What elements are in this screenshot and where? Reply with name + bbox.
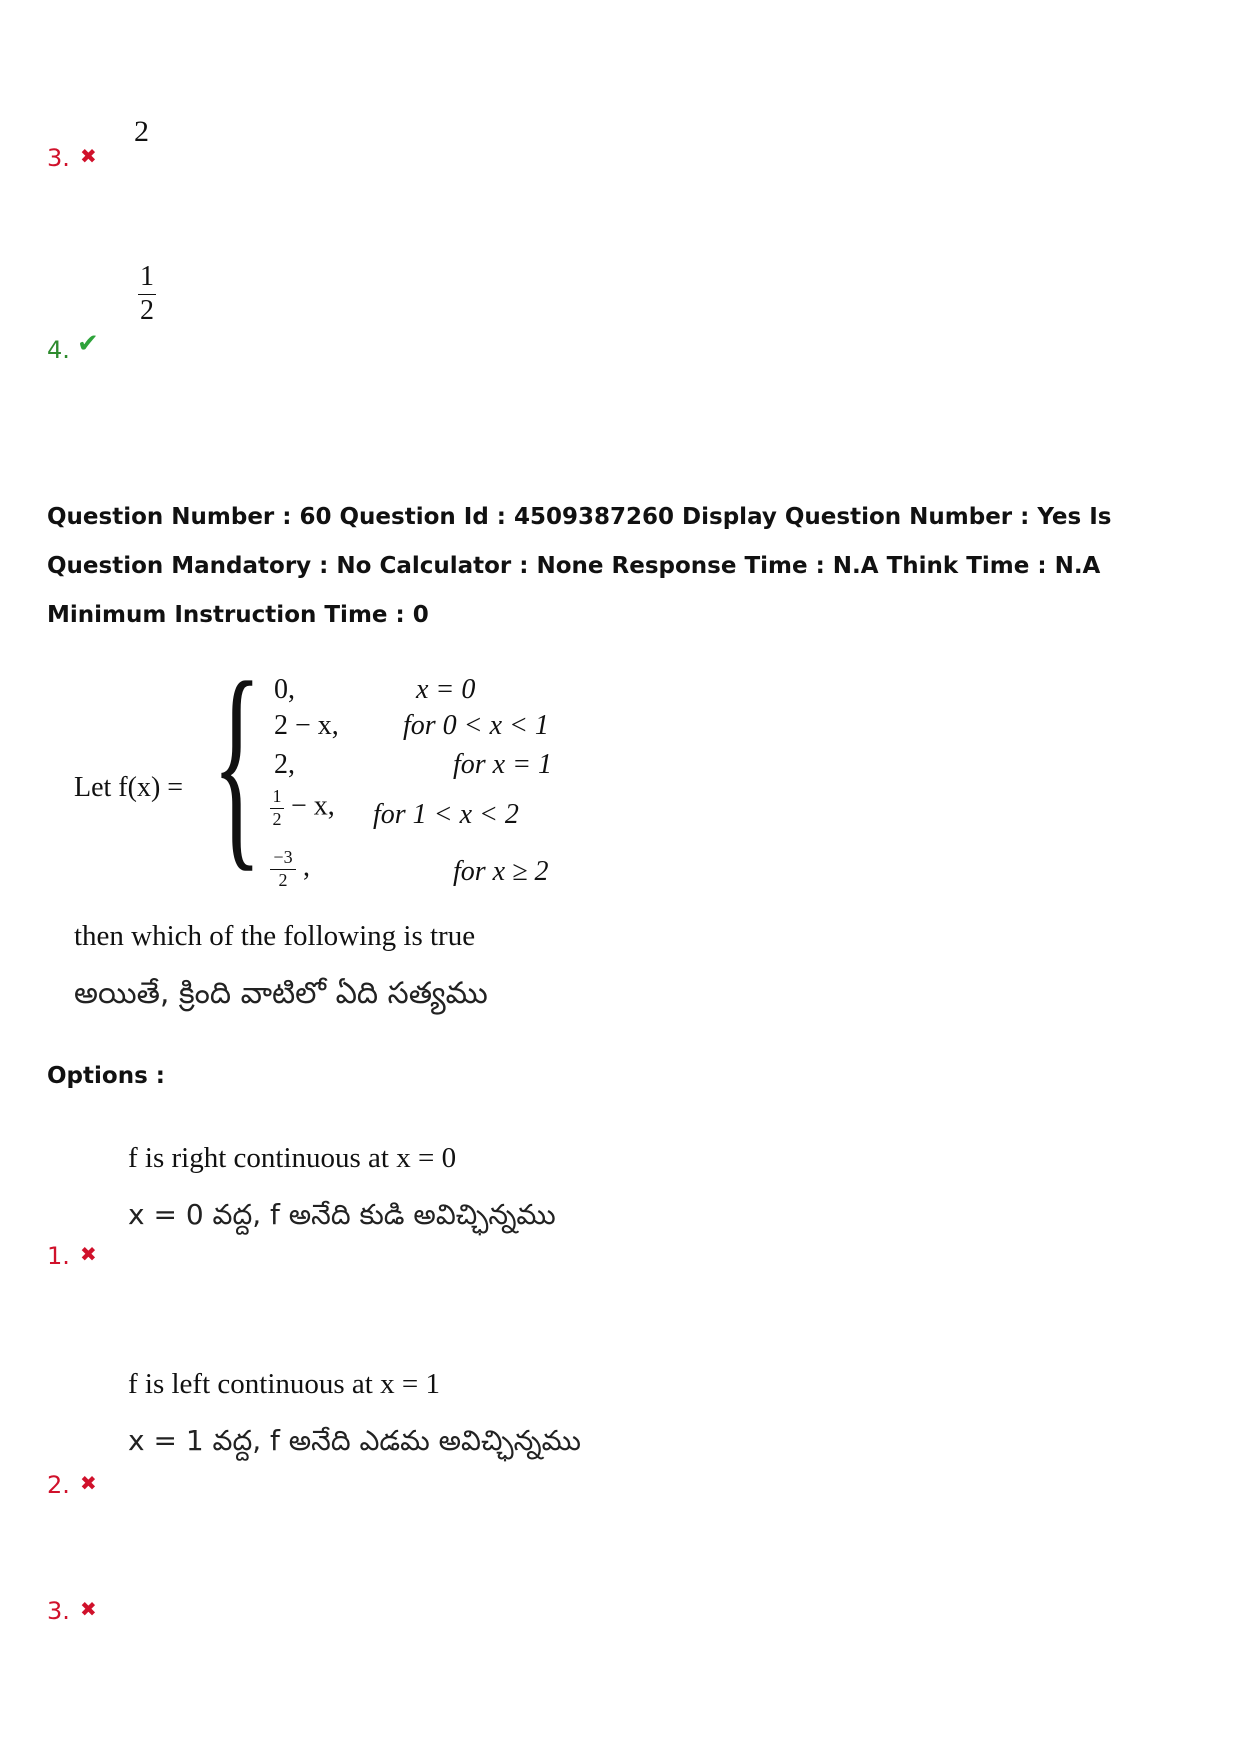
prev-option-3-number: 3. [47, 144, 70, 172]
case-4-denominator: 2 [272, 808, 282, 829]
let-label [74, 772, 183, 804]
option-2-telugu: x = 1 వద్ద, f అనేది ఎడమ అవిచ్ఛిన్నము [128, 1424, 581, 1457]
question-english: then which of the following is true [74, 920, 476, 952]
case-cond-3: for x = 1 [453, 749, 552, 780]
case-cond-1: x = 0 [416, 674, 476, 705]
prev-option-4-fraction [138, 262, 156, 327]
option-3-number: 3. [47, 1597, 70, 1625]
case-cond-5: for x ≥ 2 [453, 856, 549, 887]
case-value-2: 2 − x, [274, 710, 339, 741]
brace: { [212, 635, 262, 890]
options-label: Options : [47, 1063, 165, 1089]
prev-option-4-denominator: 2 [140, 294, 154, 326]
question-meta: Question Number : 60 Question Id : 4509387260 Display Question Number : Yes Is Question Mandatory : No Calculator : None Response Time : N.A Think Time : N.A Minimum Instruction Time : 0 [47, 504, 1112, 628]
case-value-1: 0, [274, 674, 295, 705]
cross-icon: ✖ [80, 1471, 97, 1495]
case-value-4 [270, 787, 335, 830]
case-5-numerator: −3 [273, 847, 293, 867]
case-5-rest: , [303, 851, 310, 883]
cross-icon: ✖ [80, 1242, 97, 1266]
case-value-3: 2, [274, 749, 295, 780]
case-value-5 [270, 848, 310, 891]
cross-icon: ✖ [80, 1597, 97, 1621]
option-2-number: 2. [47, 1471, 70, 1499]
case-4-rest: − x, [291, 790, 335, 822]
option-1-telugu: x = 0 వద్ద, f అనేది కుడి అవిచ్ఛిన్నము [128, 1198, 556, 1231]
question-telugu: అయితే, క్రింది వాటిలో ఏది సత్యము [74, 976, 488, 1011]
prev-option-3-value: 2 [134, 115, 149, 148]
case-cond-4: for 1 < x < 2 [373, 799, 519, 830]
option-1-english: f is right continuous at x = 0 [128, 1142, 457, 1174]
prev-option-4-numerator: 1 [140, 261, 154, 292]
cross-icon: ✖ [80, 144, 97, 168]
prev-option-4-number: 4. [47, 336, 70, 364]
check-icon: ✔ [77, 329, 99, 359]
let-label-text: Let f(x) = [74, 772, 184, 803]
case-cond-2: for 0 < x < 1 [403, 710, 549, 741]
option-1-number: 1. [47, 1242, 70, 1270]
case-5-denominator: 2 [278, 869, 288, 890]
case-4-numerator: 1 [272, 786, 282, 806]
option-2-english: f is left continuous at x = 1 [128, 1368, 440, 1400]
